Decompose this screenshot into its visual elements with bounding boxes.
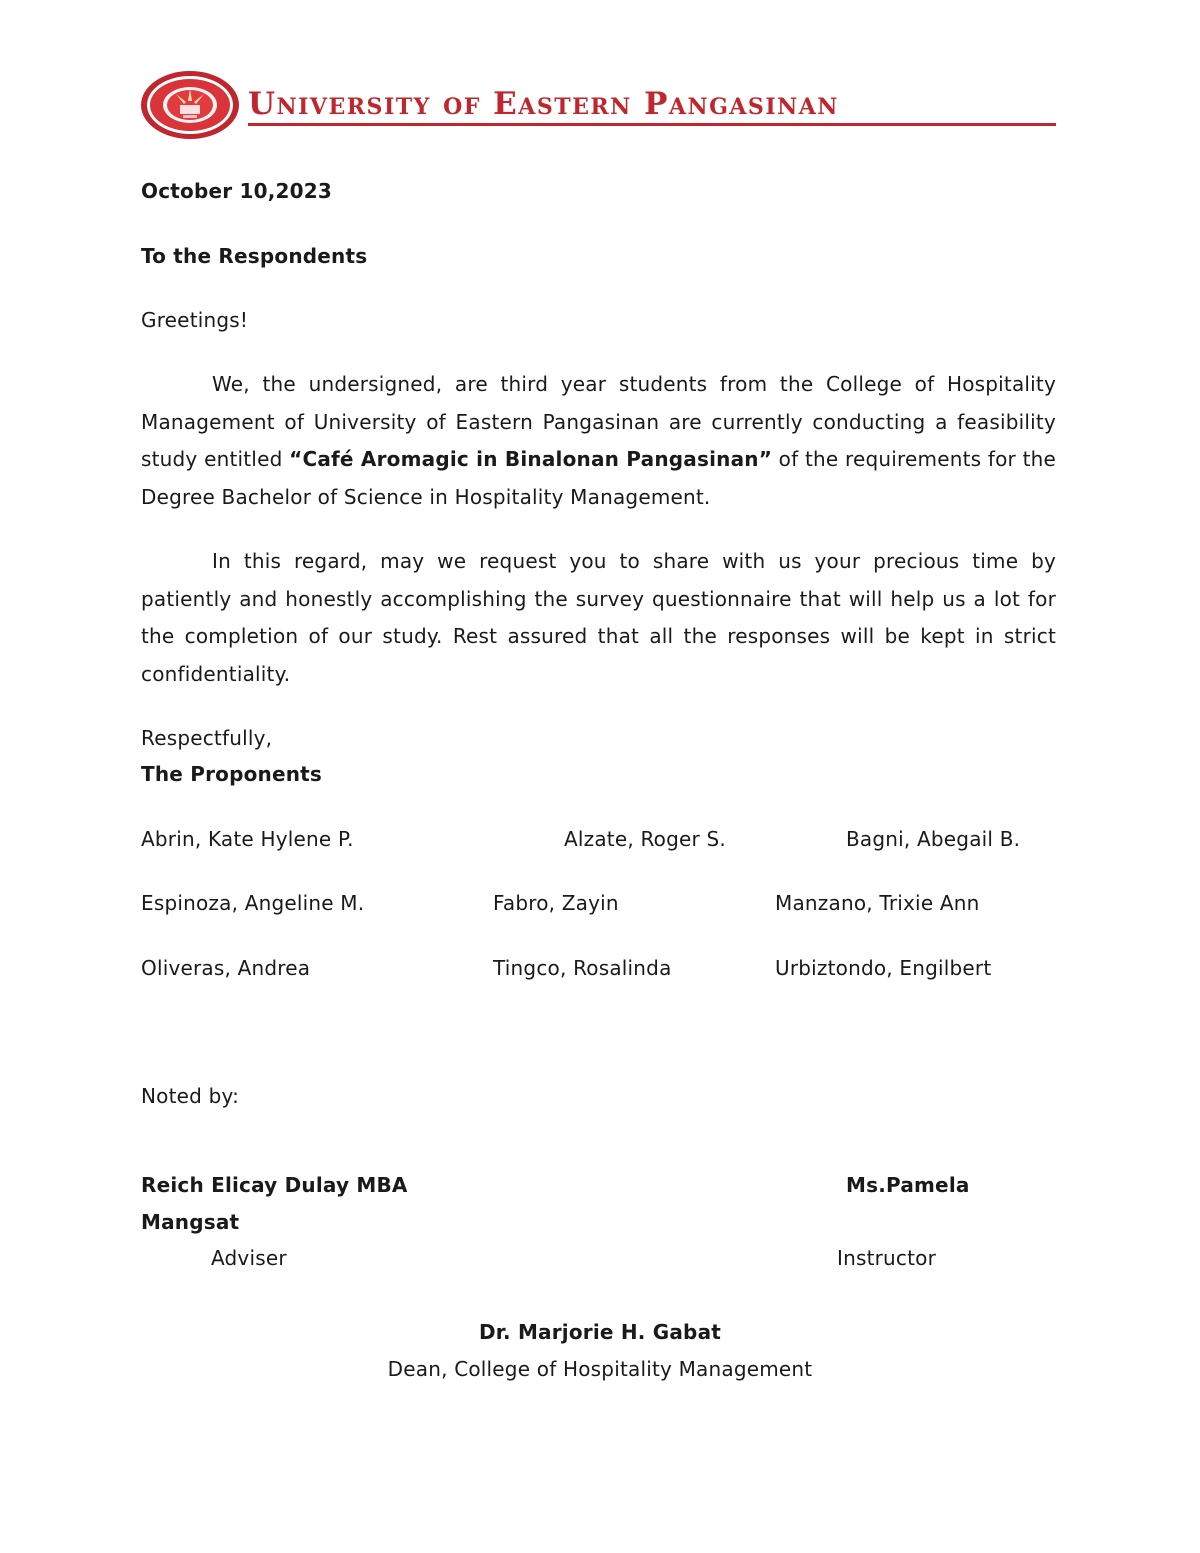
noted-by-label: Noted by: [141,1084,240,1108]
letter-date: October 10,2023 [141,179,332,203]
closing: Respectfully, [141,726,273,750]
dean-title: Dean, College of Hospitality Management [387,1357,813,1381]
proponent-name: Tingco, Rosalinda [493,956,672,980]
header-divider [248,123,1056,126]
proponent-name: Fabro, Zayin [493,891,619,915]
addressee: To the Respondents [141,244,368,268]
study-title: “Café Aromagic in Binalonan Pangasinan” [289,447,773,471]
proponent-name: Manzano, Trixie Ann [775,891,980,915]
greeting: Greetings! [141,308,249,332]
body-paragraph-2 [141,543,1056,693]
proponent-name: Urbiztondo, Engilbert [775,956,992,980]
dean-name: Dr. Marjorie H. Gabat [478,1320,722,1344]
paragraph-2-text: In this regard, may we request you to share with us your precious time by patiently and honestly accomplishing the survey questionnaire that will help us a lot for the completion of our study. Rest assured that all the responses will be kept in strict confidentiality. [141,549,1056,686]
paragraph-1-intro: We, the undersigned, are third year students from the College of Hospitality Management of University of Eastern Pangasinan are currently conducting a feasibility study entitled [141,372,1056,471]
university-seal-icon [140,70,240,140]
paragraph-1-ending: of the requirements for the Degree Bachelor of Science in Hospitality Management. [141,447,1056,509]
instructor-name-line2: Mangsat [141,1210,240,1234]
adviser-role: Adviser [211,1246,287,1270]
adviser-name: Reich Elicay Dulay MBA [141,1173,408,1197]
instructor-name-line1: Ms.Pamela [846,1173,970,1197]
proponents-heading: The Proponents [141,762,323,786]
proponent-name: Alzate, Roger S. [564,827,726,851]
proponent-name: Abrin, Kate Hylene P. [141,827,354,851]
body-paragraph-1 [141,366,1056,516]
proponent-name: Oliveras, Andrea [141,956,311,980]
university-name: University of Eastern Pangasinan [248,86,839,122]
proponent-name: Bagni, Abegail B. [846,827,1021,851]
instructor-role: Instructor [837,1246,937,1270]
proponent-name: Espinoza, Angeline M. [141,891,365,915]
